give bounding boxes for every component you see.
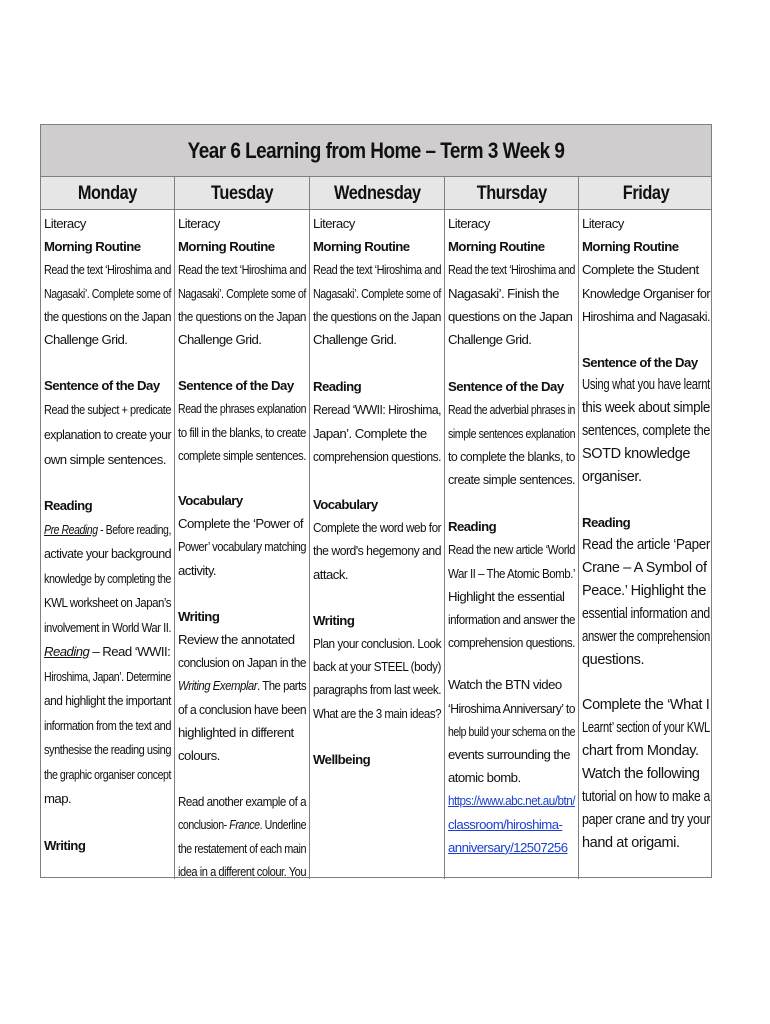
morning-routine-heading: Morning Routine [582,239,679,255]
text-line: Read the phrases explanation [178,401,307,417]
literacy-label: Literacy [44,216,86,231]
text-line: Challenge Grid. [313,332,397,348]
vocabulary-heading: Vocabulary [178,493,243,509]
text-line: atomic bomb. [448,770,521,786]
text-line: information from the text and [44,717,172,733]
text-line: events surrounding the [448,747,571,763]
day-label: Friday [622,182,670,204]
sotd-heading: Sentence of the Day [448,379,564,395]
text-line [44,640,170,665]
wellbeing-heading: Wellbeing [313,751,371,767]
sotd-heading: Sentence of the Day [582,355,698,371]
text-line: Knowledge Organiser for [582,285,711,301]
text-line: Nagasaki’. Complete some of [313,285,441,301]
writing-heading: Writing [44,837,86,853]
text-line: Read another example of a [178,794,307,810]
literacy-label: Literacy [448,216,490,231]
text-line: the graphic organiser concept [44,766,172,782]
text-line: highlighted in different [178,724,294,740]
text-line: Hiroshima, Japan’. Determine [44,668,171,684]
text-line: essential information and [582,606,710,623]
morning-routine-heading: Morning Routine [44,239,141,255]
text-line: KWL worksheet on Japan’s [44,595,172,611]
text-line [44,518,171,543]
btn-link[interactable] [448,789,575,812]
literacy-label: Literacy [313,216,355,231]
writing-exemplar-label: Writing Exemplar [178,678,258,694]
text-line: comprehension questions. [313,448,441,464]
text-line: activity. [178,562,217,578]
literacy-label: Literacy [582,216,624,231]
day-header-monday [41,177,174,210]
text-line: SOTD knowledge [582,446,691,463]
text-line: back at your STEEL (body) [313,659,441,675]
text-line: Challenge Grid. [44,332,128,348]
text-line: Japan’. Complete the [313,425,427,441]
text-line: colours. [178,748,220,764]
text-line: hand at origami. [582,835,680,852]
text-line: Read the adverbial phrases in [448,402,575,418]
text-line: paragraphs from last week. [313,682,441,698]
pre-reading-label: Pre Reading [44,521,98,537]
text-line: knowledge by completing the [44,570,171,586]
morning-routine-heading: Morning Routine [313,239,410,255]
text-line: help build your schema on the [448,723,576,739]
text-line: explanation to create your [44,427,172,443]
text-line: Reread ‘WWII: Hiroshima, [313,402,441,418]
writing-heading: Writing [178,608,220,624]
day-header-tuesday [175,177,309,210]
btn-link[interactable] [448,813,562,836]
vocabulary-heading: Vocabulary [313,497,378,513]
reading-heading: Reading [44,498,93,514]
day-header-thursday [445,177,578,210]
text-line: Hiroshima and Nagasaki. [582,308,710,324]
thursday-column [445,210,578,879]
literacy-label: Literacy [178,216,220,231]
writing-heading: Writing [313,612,355,628]
france-label: France [229,817,260,833]
btn-link-line[interactable]: anniversary/12507256 [448,839,568,855]
day-header-wednesday [310,177,444,210]
text-line: map. [44,791,72,807]
text-line: War II – The Atomic Bomb.’ [448,565,575,581]
day-label: Tuesday [210,182,274,204]
morning-routine-heading: Morning Routine [448,239,545,255]
day-label: Monday [77,182,138,204]
wednesday-column [310,210,444,879]
text-line: the word's hegemony and [313,543,442,559]
monday-column [41,210,174,879]
text-line: create simple sentences. [448,472,575,488]
text-fragment: – Read ‘WWII: [89,644,171,660]
text-line: Complete the ‘What I [582,697,710,714]
tuesday-column [175,210,309,879]
text-line: Watch the BTN video [448,677,562,693]
text-line: to complete the blanks, to [448,448,576,464]
text-line: information and answer the [448,612,575,628]
title-bar [41,125,711,177]
btn-link[interactable] [448,836,568,859]
sotd-heading: Sentence of the Day [178,378,294,394]
text-line: own simple sentences. [44,452,166,468]
text-line: this week about simple [582,400,710,417]
text-line: and highlight the important [44,693,171,709]
text-line: activate your background [44,546,172,562]
text-line: organiser. [582,469,642,486]
text-line: Read the text ‘Hiroshima and [448,262,575,278]
text-line: ‘Hiroshima Anniversary’ to [448,700,576,716]
page-title: Year 6 Learning from Home – Term 3 Week 9 [187,137,565,163]
sotd-heading: Sentence of the Day [44,378,160,394]
text-line: Learnt’ section of your KWL [582,720,710,737]
text-line: chart from Monday. [582,743,699,760]
text-line: Challenge Grid. [448,332,532,348]
text-line: the questions on the Japan [178,308,306,324]
text-line: answer the comprehension [582,629,710,646]
reading-heading: Reading [448,519,497,535]
text-line [178,674,306,697]
text-line: the questions on the Japan [313,308,441,324]
text-line: the restatement of each main [178,840,307,856]
text-line: Complete the ‘Power of [178,516,303,532]
text-line: Read the text ‘Hiroshima and [313,262,442,278]
text-line: Highlight the essential [448,588,565,604]
text-line: the questions on the Japan [44,308,171,324]
day-label: Wednesday [333,182,421,204]
text-line: idea in a different colour. You [178,863,307,879]
text-line: Read the article ‘Paper [582,537,710,554]
text-line: questions on the Japan [448,308,573,324]
text-line: of a conclusion have been [178,701,307,717]
text-line: conclusion on Japan in the [178,655,306,671]
text-line: Complete the Student [582,262,699,278]
text-fragment: conclusion- [178,817,230,833]
text-line: complete simple sentences. [178,447,306,463]
text-line: Peace.’ Highlight the [582,583,707,600]
text-line: attack. [313,566,348,582]
text-line: Crane – A Symbol of [582,560,707,577]
text-line: Read the text ‘Hiroshima and [44,262,171,278]
text-line: paper crane and try your [582,812,711,829]
btn-link-line[interactable]: classroom/hiroshima- [448,816,563,832]
text-line: Nagasaki’. Complete some of [44,285,172,301]
text-line: involvement in World War II. [44,619,172,635]
text-line: Read the subject + predicate [44,402,172,418]
text-line: Read the text ‘Hiroshima and [178,262,307,278]
text-line: synthesise the reading using [44,742,172,758]
btn-link-line[interactable]: https://www.abc.net.au/btn/ [448,793,575,809]
text-line: Watch the following [582,766,700,783]
text-line: questions. [582,652,645,669]
reading-label: Reading [44,644,90,660]
text-line: Nagasaki’. Finish the [448,285,559,301]
text-line [178,813,306,836]
text-line: Complete the word web for [313,520,442,536]
text-line: Challenge Grid. [178,332,262,348]
text-fragment: - Before reading, [97,521,171,537]
text-line: sentences, complete the [582,423,711,440]
day-label: Thursday [476,182,547,204]
text-line: comprehension questions. [448,635,575,651]
text-line: Nagasaki’. Complete some of [178,285,306,301]
timetable [40,124,712,878]
text-line: Read the new article ‘World [448,542,576,558]
day-header-friday [579,177,713,210]
text-line: Power’ vocabulary matching [178,539,307,555]
reading-heading: Reading [582,515,631,531]
text-line: Review the annotated [178,632,295,648]
text-line: tutorial on how to make a [582,789,710,806]
friday-column [579,210,713,879]
text-line: simple sentences explanation [448,425,576,441]
morning-routine-heading: Morning Routine [178,239,275,255]
text-line: Using what you have learnt [582,377,710,394]
day-header-row [41,177,711,210]
text-line: Plan your conclusion. Look [313,636,441,652]
text-line: to fill in the blanks, to create [178,424,306,440]
text-line: What are the 3 main ideas? [313,705,442,721]
text-fragment: . The parts [257,678,307,694]
text-fragment: . Underline [259,817,307,833]
reading-heading: Reading [313,379,362,395]
